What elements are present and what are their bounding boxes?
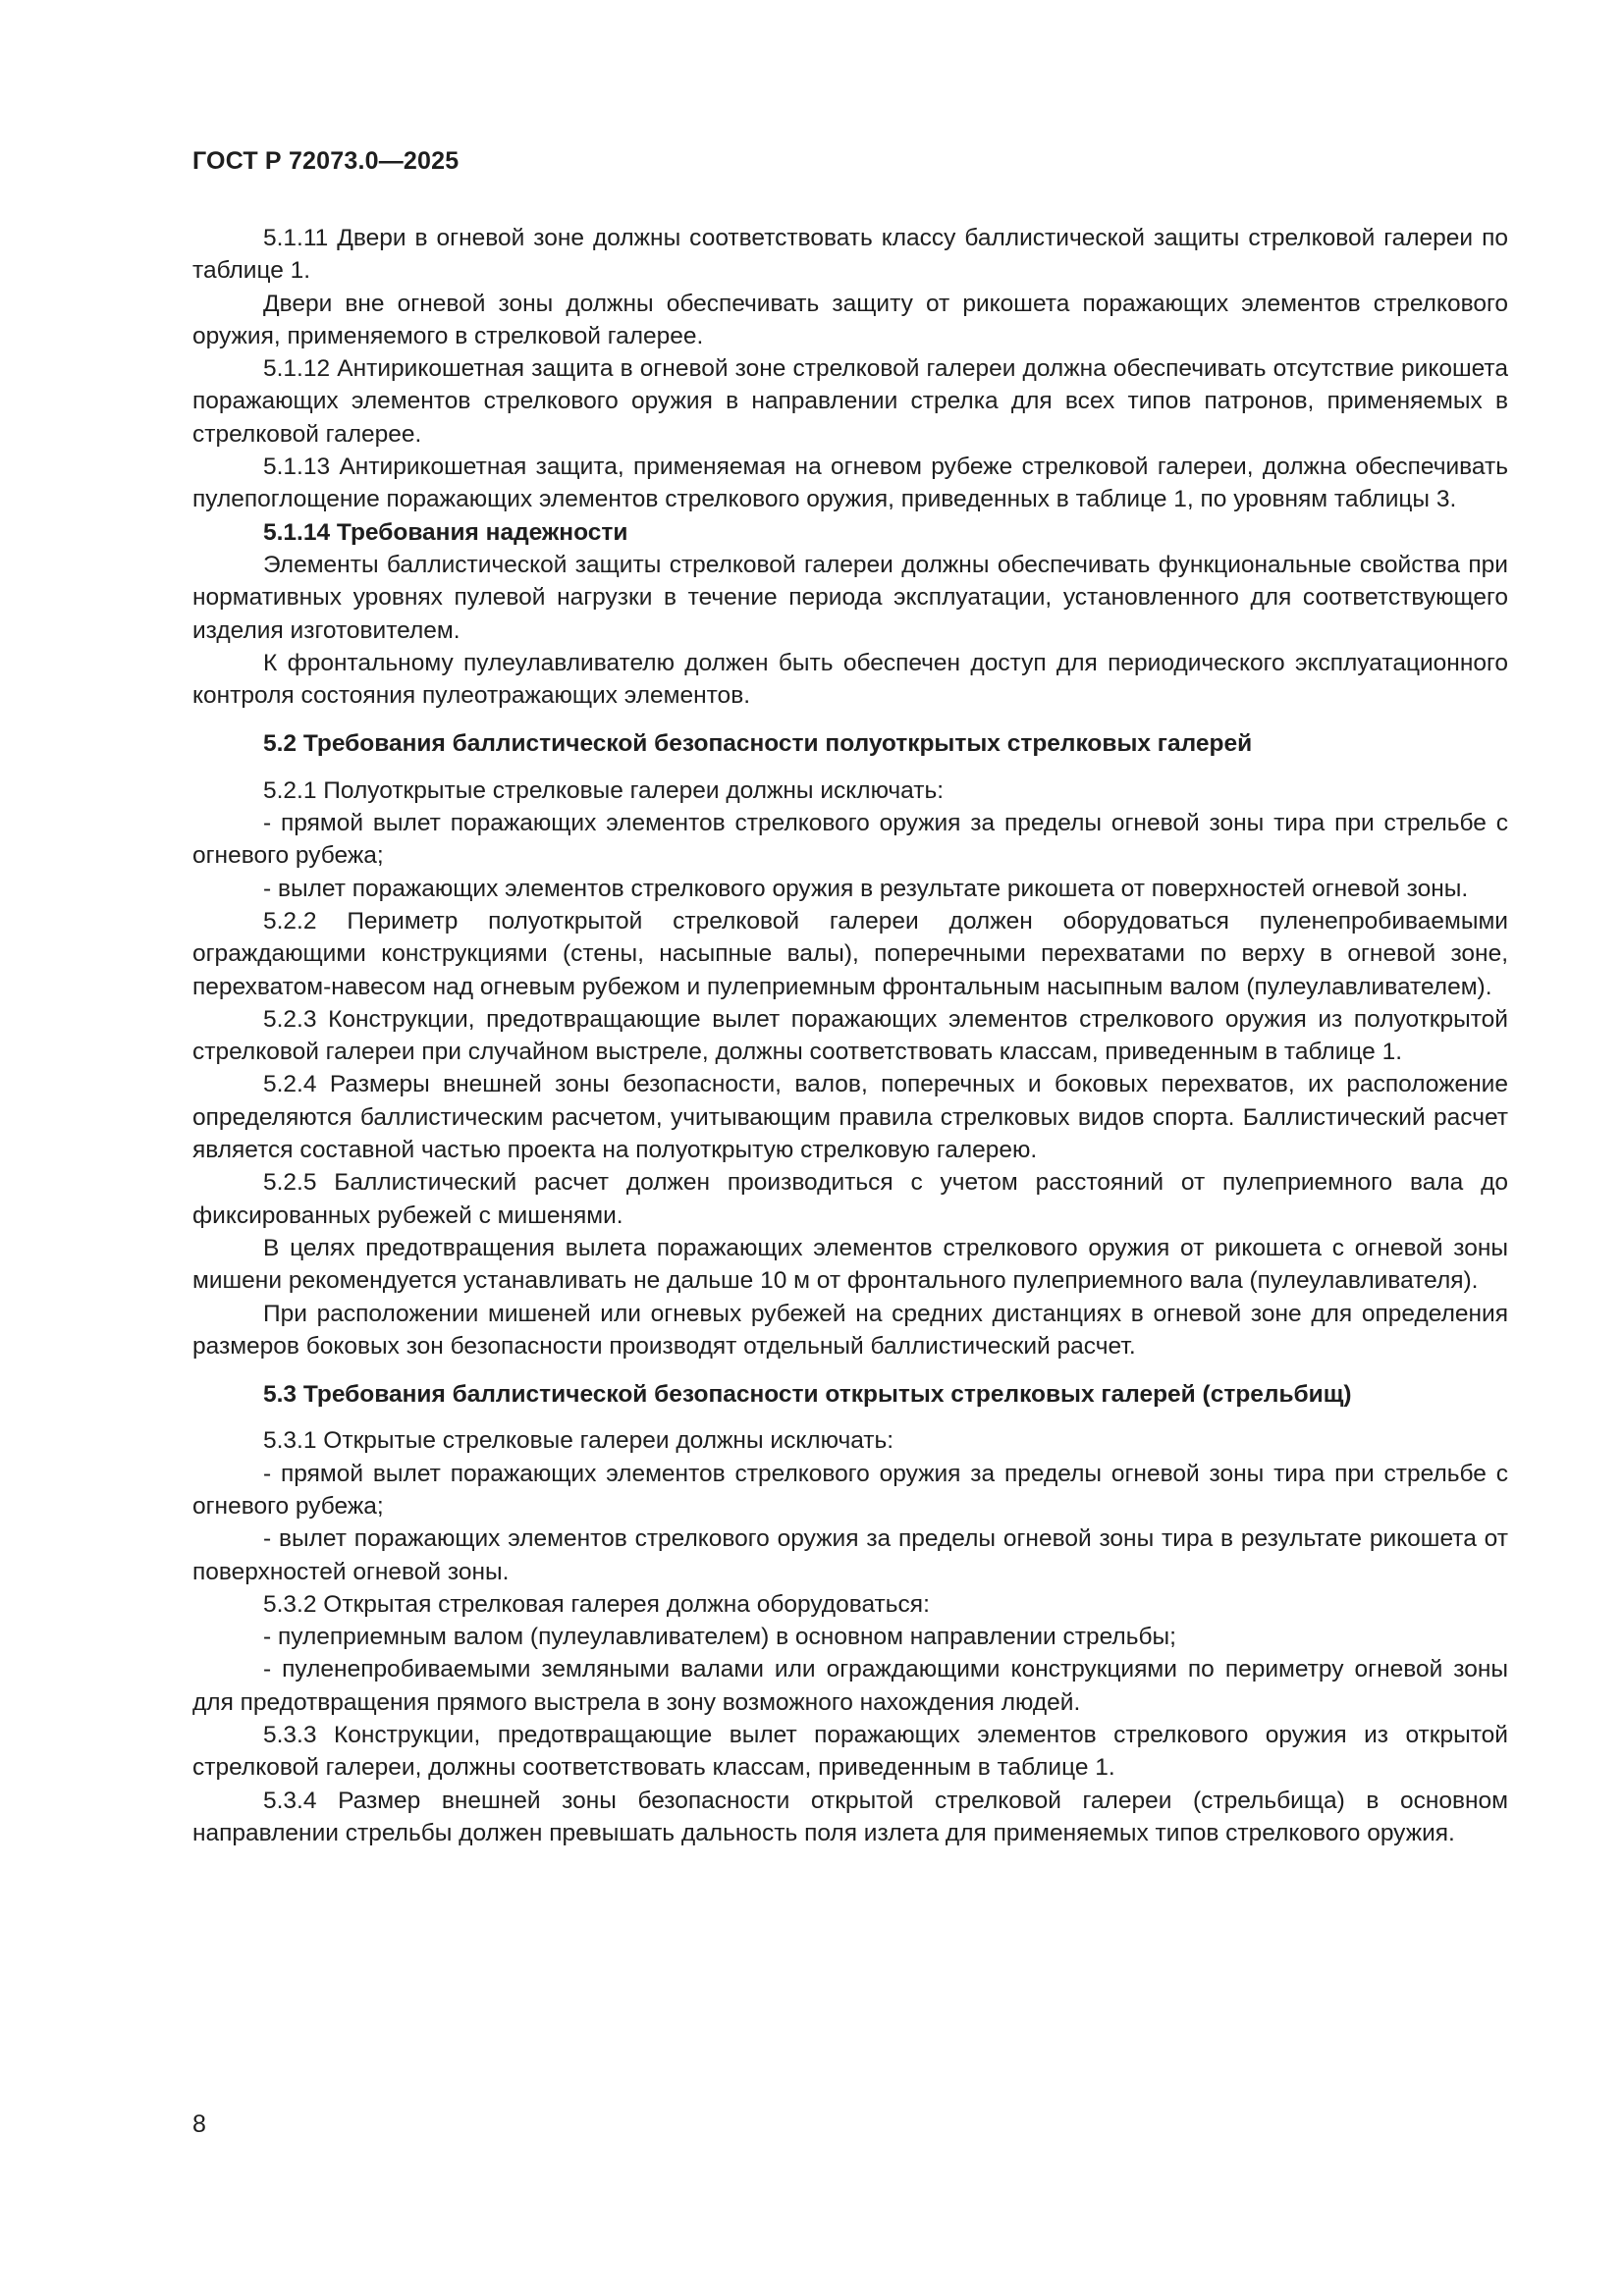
paragraph-5-3-1: 5.3.1 Открытые стрелковые галереи должны исключать:: [263, 1427, 894, 1455]
paragraph-5-2-1: 5.2.1 Полуоткрытые стрелковые галереи должны исключать:: [263, 776, 945, 804]
list-item-5-2-1-b: - вылет поражающих элементов стрелкового оружия в результате рикошета от поверхностей огневой зоны.: [263, 875, 1469, 902]
section-heading-5-3: 5.3 Требования баллистической безопасности открытых стрелковых галерей (стрельбищ): [263, 1381, 1352, 1409]
paragraph-5-2-3: 5.2.3 Конструкции, предотвращающие вылет поражающих элементов стрелкового оружия из полуоткрытой стрелковой галереи при случайном выстреле, должны соответствовать классам, приведенным в таблице 1.: [192, 1005, 1508, 1066]
standard-id-header: ГОСТ Р 72073.0—2025: [192, 147, 460, 175]
list-item-5-3-1-b: - вылет поражающих элементов стрелкового оружия за пределы огневой зоны тира в результате рикошета от поверхностей огневой зоны.: [192, 1525, 1508, 1585]
paragraph-5-3-3: 5.3.3 Конструкции, предотвращающие вылет поражающих элементов стрелкового оружия из открытой стрелковой галереи, должны соответствовать классам, приведенным в таблице 1.: [192, 1722, 1508, 1782]
paragraph-reliability: Элементы баллистической защиты стрелковой галереи должны обеспечивать функциональные свойства при нормативных уровнях пулевой нагрузки в течение периода эксплуатации, установленного для соответствующего изделия изготовителем.: [192, 551, 1508, 644]
paragraph-5-3-2: 5.3.2 Открытая стрелковая галерея должна оборудоваться:: [263, 1590, 930, 1618]
paragraph-mid-distance: При расположении мишеней или огневых рубежей на средних дистанциях в огневой зоне для определения размеров боковых зон безопасности производят отдельный баллистический расчет.: [192, 1300, 1508, 1360]
paragraph-5-1-12: 5.1.12 Антирикошетная защита в огневой зоне стрелковой галереи должна обеспечивать отсутствие рикошета поражающих элементов стрелкового оружия в направлении стрелка для всех типов патронов, применяемых в стрелковой галерее.: [192, 355, 1508, 448]
paragraph-doors-outside: Двери вне огневой зоны должны обеспечивать защиту от рикошета поражающих элементов стрелкового оружия, применяемого в стрелковой галерее.: [192, 290, 1508, 349]
list-item-5-3-2-b: - пуленепробиваемыми земляными валами или ограждающими конструкциями по периметру огневой зоны для предотвращения прямого выстрела в зону возможного нахождения людей.: [192, 1656, 1508, 1716]
document-body: [192, 222, 1508, 1849]
page-number: 8: [192, 2110, 206, 2138]
paragraph-5-2-2: 5.2.2 Периметр полуоткрытой стрелковой галереи должен оборудоваться пуленепробиваемыми ограждающими конструкциями (стены, насыпные валы), поперечными перехватами по верху в огневой зоне, перехватом-навесом над огневым рубежом и пулеприемным фронтальным насыпным валом (пулеулавливателем).: [192, 907, 1508, 1000]
heading-5-1-14: 5.1.14 Требования надежности: [263, 518, 628, 546]
list-item-5-3-2-a: - пулеприемным валом (пулеулавливателем) в основном направлении стрельбы;: [263, 1624, 1176, 1651]
paragraph-5-1-13: 5.1.13 Антирикошетная защита, применяемая на огневом рубеже стрелковой галереи, должна обеспечивать пулепоглощение поражающих элементов стрелкового оружия, приведенных в таблице 1, по уровням таблицы 3.: [192, 454, 1508, 513]
document-page: [192, 0, 1508, 2296]
list-item-5-2-1-a: - прямой вылет поражающих элементов стрелкового оружия за пределы огневой зоны тира при стрельбе с огневого рубежа;: [192, 810, 1508, 870]
paragraph-5-3-4: 5.3.4 Размер внешней зоны безопасности открытой стрелковой галереи (стрельбища) в основном направлении стрельбы должен превышать дальность поля излета для применяемых типов стрелкового оружия.: [192, 1787, 1508, 1846]
section-heading-5-2: 5.2 Требования баллистической безопасности полуоткрытых стрелковых галерей: [263, 730, 1253, 758]
paragraph-ricochet-prevention: В целях предотвращения вылета поражающих элементов стрелкового оружия от рикошета с огневой зоны мишени рекомендуется устанавливать не дальше 10 м от фронтального пулеприемного вала (пулеулавливателя).: [192, 1234, 1508, 1295]
paragraph-front-bullet-trap: К фронтальному пулеулавливателю должен быть обеспечен доступ для периодического эксплуатационного контроля состояния пулеотражающих элементов.: [192, 649, 1508, 710]
list-item-5-3-1-a: - прямой вылет поражающих элементов стрелкового оружия за пределы огневой зоны тира при стрельбе с огневого рубежа;: [192, 1460, 1508, 1520]
paragraph-5-2-5: 5.2.5 Баллистический расчет должен производиться с учетом расстояний от пулеприемного вала до фиксированных рубежей с мишенями.: [192, 1169, 1508, 1229]
paragraph-5-2-4: 5.2.4 Размеры внешней зоны безопасности, валов, поперечных и боковых перехватов, их расположение определяются баллистическим расчетом, учитывающим правила стрелковых видов спорта. Баллистический расчет является составной частью проекта на полуоткрытую стрелковую галерею.: [192, 1071, 1508, 1164]
paragraph-5-1-11: 5.1.11 Двери в огневой зоне должны соответствовать классу баллистической защиты стрелковой галереи по таблице 1.: [192, 225, 1508, 285]
